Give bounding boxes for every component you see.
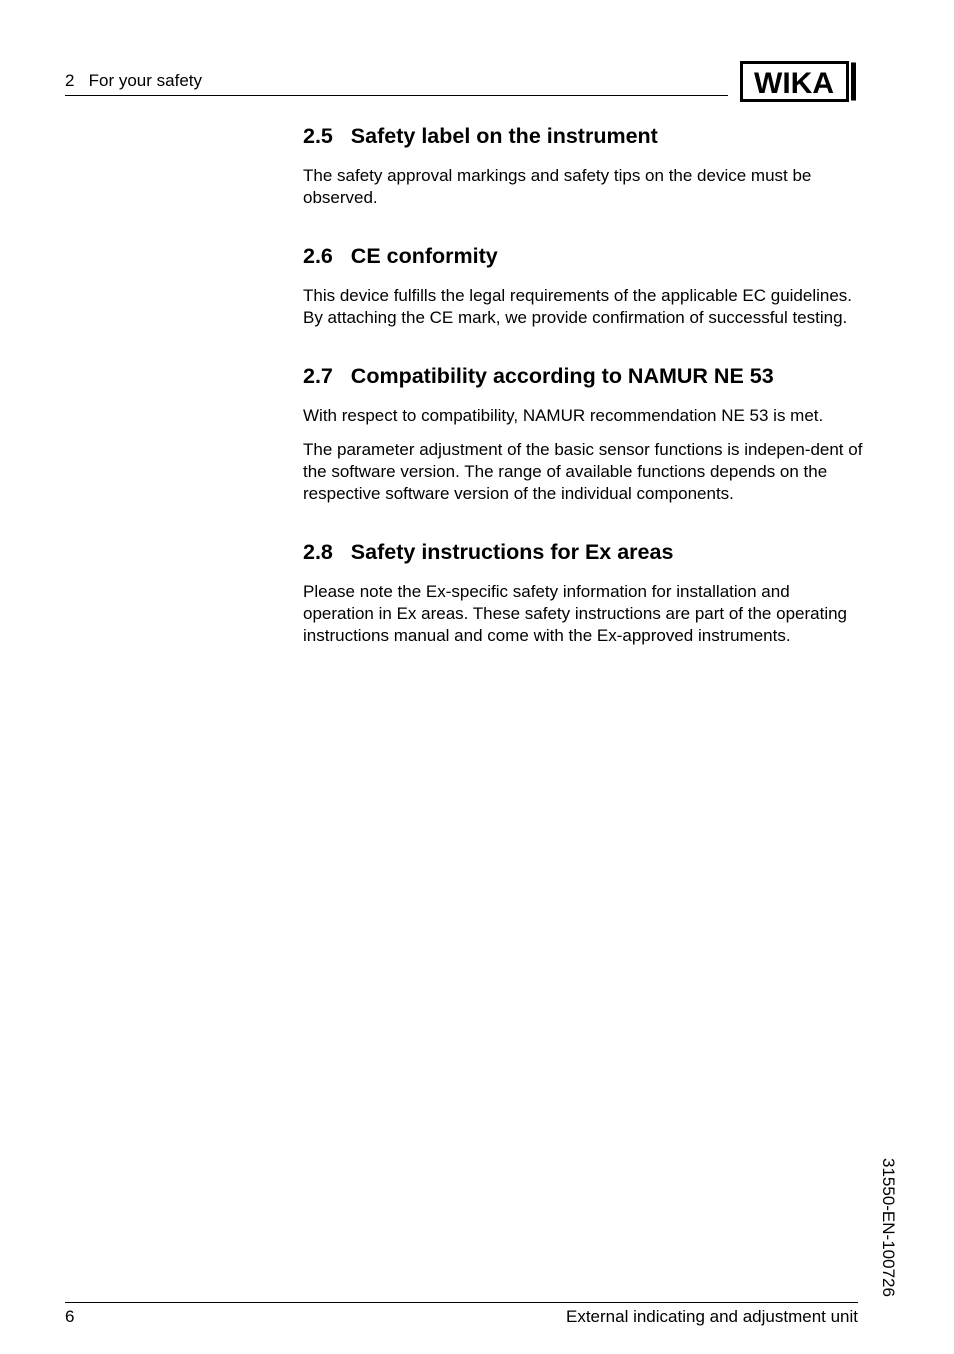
- section-heading: 2.8 Safety instructions for Ex areas: [303, 540, 674, 564]
- header-divider: [65, 95, 728, 96]
- footer-divider: [65, 1302, 858, 1303]
- section-paragraph: The parameter adjustment of the basic sensor functions is indepen-dent of the software version. The range of available functions depends on the respective software version of the individual components.: [303, 440, 863, 503]
- page-number: 6: [65, 1307, 75, 1326]
- section-heading: 2.6 CE conformity: [303, 244, 498, 268]
- main-content: [303, 121, 863, 647]
- document-title: External indicating and adjustment unit: [565, 1307, 858, 1326]
- section-2-5: [303, 121, 863, 209]
- section-heading: 2.7 Compatibility according to NAMUR NE 53: [303, 364, 774, 388]
- section-paragraph: Please note the Ex-specific safety information for installation and operation in Ex areas. These safety instructions are part of the operating instructions manual and come with the Ex-approved instruments.: [303, 582, 847, 645]
- section-2-6: [303, 241, 863, 329]
- section-paragraph: The safety approval markings and safety tips on the device must be observed.: [303, 166, 812, 207]
- section-paragraph: With respect to compatibility, NAMUR recommendation NE 53 is met.: [303, 406, 824, 425]
- wika-logo: [740, 61, 858, 102]
- section-paragraph: This device fulfills the legal requirements of the applicable EC guidelines. By attaching the CE mark, we provide confirmation of successful testing.: [303, 286, 853, 327]
- logo-text: WIKA: [754, 67, 834, 100]
- section-2-8: [303, 537, 863, 647]
- section-2-7: [303, 361, 863, 505]
- section-heading: 2.5 Safety label on the instrument: [303, 124, 658, 148]
- document-number: 31550-EN-100726: [879, 1158, 898, 1297]
- running-header: 2 For your safety: [65, 71, 202, 90]
